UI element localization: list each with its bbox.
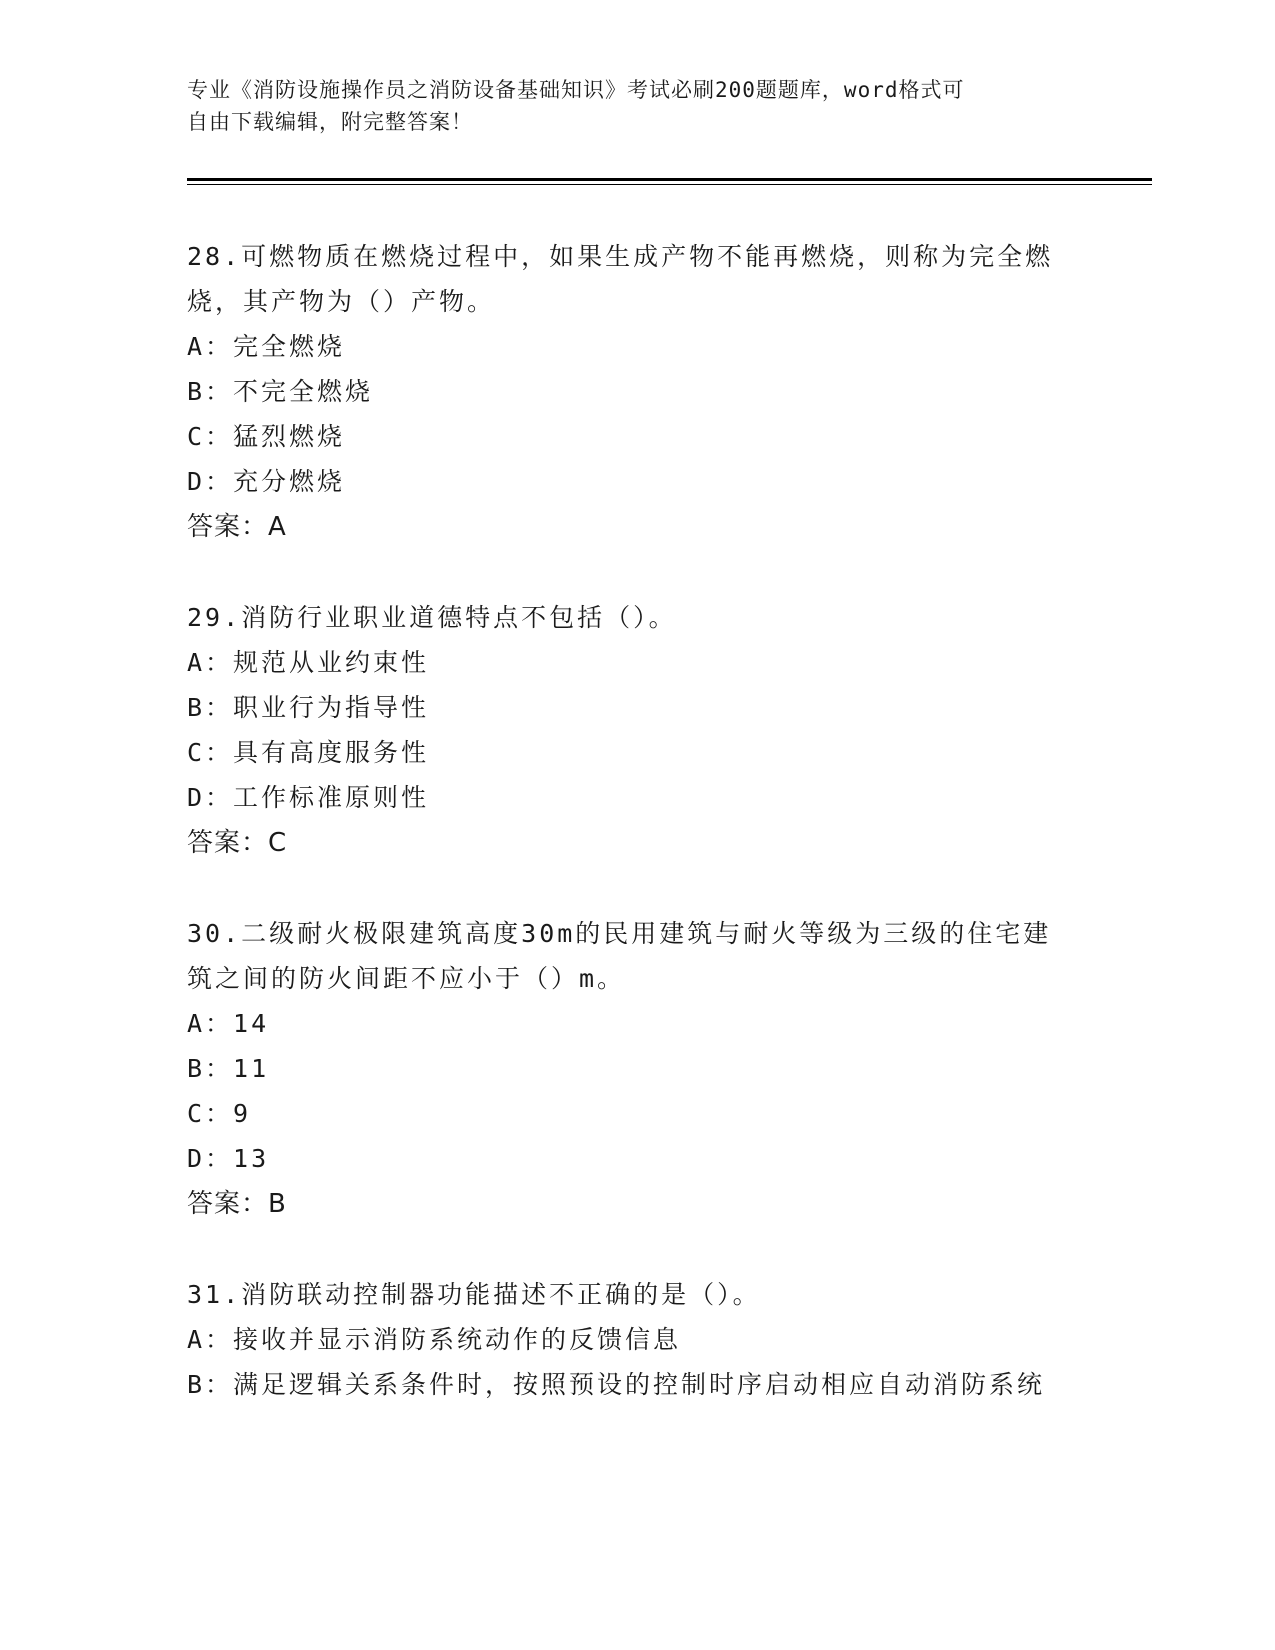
question-stem: 31.消防联动控制器功能描述不正确的是（）。 [187,1280,761,1309]
answer-line: 答案：B [187,1189,287,1219]
option-a: A：接收并显示消防系统动作的反馈信息 [187,1325,682,1354]
option-c: C：具有高度服务性 [187,738,430,767]
option-a: A：规范从业约束性 [187,648,430,677]
question-30 [187,911,1087,1227]
option-b: B：11 [187,1054,270,1083]
option-d: D：充分燃烧 [187,467,346,496]
option-c: C：猛烈燃烧 [187,422,346,451]
header-divider-thin [187,184,1152,185]
question-stem: 28.可燃物质在燃烧过程中，如果生成产物不能再燃烧，则称为完全燃烧，其产物为（）产物。 [187,242,1054,316]
header-divider-thick [187,178,1152,181]
option-d: D：工作标准原则性 [187,783,430,812]
document-header [187,74,1087,138]
option-b: B：职业行为指导性 [187,693,430,722]
option-b: B：满足逻辑关系条件时，按照预设的控制时序启动相应自动消防系统 [187,1370,1046,1399]
answer-line: 答案：A [187,512,287,542]
header-line-2: 自由下载编辑，附完整答案！ [187,110,473,134]
option-d: D：13 [187,1144,270,1173]
question-stem: 30.二级耐火极限建筑高度30m的民用建筑与耐火等级为三级的住宅建筑之间的防火间距不应小于（）m。 [187,919,1052,993]
option-a: A：14 [187,1009,270,1038]
option-c: C：9 [187,1099,252,1128]
question-list [187,234,1087,1452]
question-stem: 29.消防行业职业道德特点不包括（）。 [187,603,677,632]
answer-line: 答案：C [187,828,288,858]
option-a: A：完全燃烧 [187,332,346,361]
header-line-1: 专业《消防设施操作员之消防设备基础知识》考试必刷200题题库，word格式可 [187,78,965,102]
option-b: B：不完全燃烧 [187,377,374,406]
question-31 [187,1272,1087,1407]
question-28 [187,234,1087,550]
question-29 [187,595,1087,866]
